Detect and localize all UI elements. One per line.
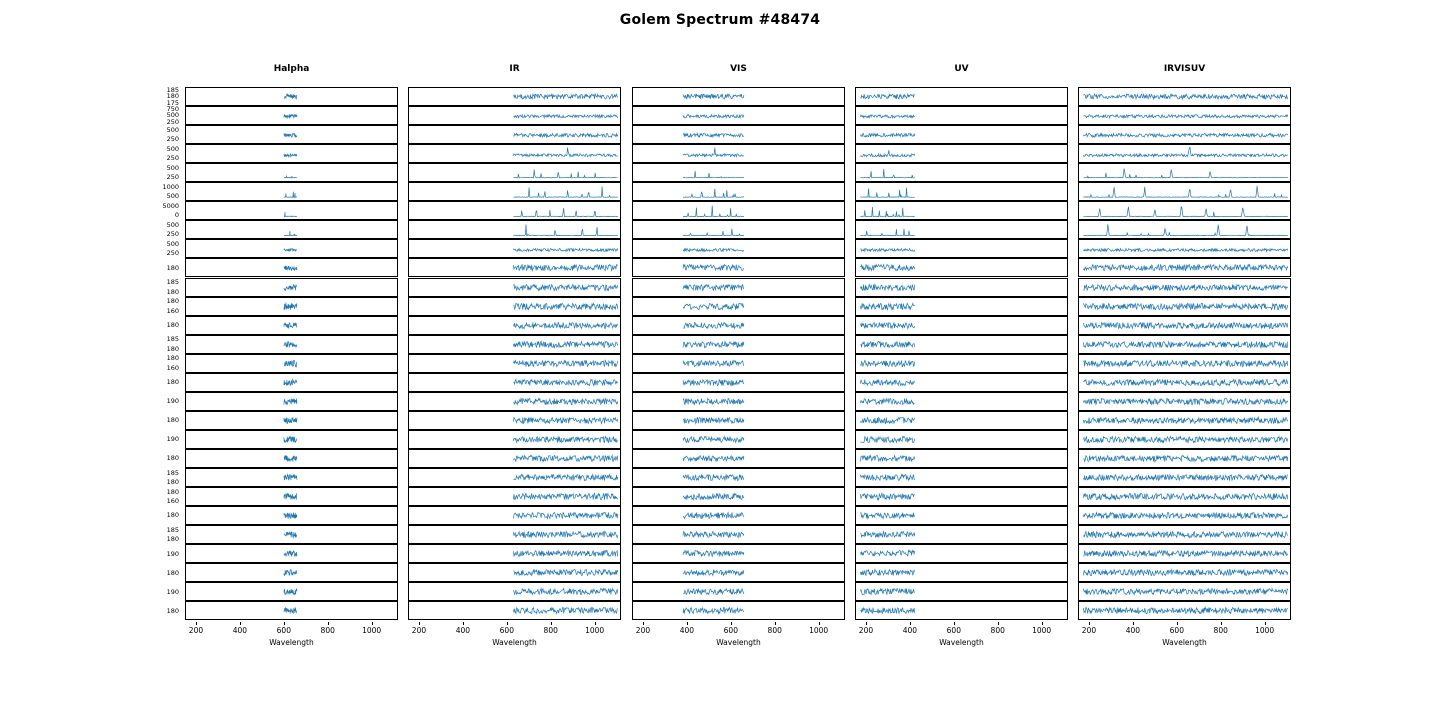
y-tick-label: 250 <box>166 117 179 126</box>
spectrum-panel[interactable] <box>855 544 1068 563</box>
axes-stack <box>185 87 398 620</box>
spectrum-panel[interactable] <box>632 239 845 258</box>
spectrum-panel[interactable] <box>185 125 398 144</box>
spectrum-panel[interactable] <box>185 544 398 563</box>
x-tick-label: 400 <box>679 626 695 636</box>
spectrum-panel[interactable] <box>1078 373 1291 392</box>
spectrum-panel[interactable] <box>408 411 621 430</box>
x-tick-mark <box>595 622 596 625</box>
x-tick-mark <box>1177 622 1178 625</box>
spectrum-panel[interactable] <box>855 468 1068 487</box>
column-title: IR <box>509 64 520 74</box>
x-tick-label: 400 <box>455 626 471 636</box>
y-tick-label: 190 <box>166 435 179 444</box>
y-tick-label: 1000 <box>162 182 179 191</box>
spectrum-panel[interactable] <box>408 163 621 182</box>
spectrum-panel[interactable] <box>408 373 621 392</box>
y-tick-label: 185 <box>166 335 179 344</box>
y-tick-label: 160 <box>166 497 179 506</box>
spectrum-panel[interactable] <box>632 278 845 297</box>
spectrum-panel[interactable] <box>1078 392 1291 411</box>
x-tick-label: 200 <box>1081 626 1097 636</box>
spectrum-panel[interactable] <box>185 487 398 506</box>
y-tick-label: 500 <box>166 239 179 248</box>
spectrum-panel[interactable] <box>855 278 1068 297</box>
spectrum-panel[interactable] <box>632 335 845 354</box>
x-tick-mark <box>731 622 732 625</box>
spectrum-panel[interactable] <box>185 258 398 277</box>
spectrum-panel[interactable] <box>408 582 621 601</box>
spectrum-panel[interactable] <box>1078 316 1291 335</box>
spectrum-panel[interactable] <box>408 278 621 297</box>
spectrum-panel[interactable] <box>632 563 845 582</box>
spectrum-panel[interactable] <box>185 297 398 316</box>
x-tick-label: 600 <box>723 626 738 636</box>
spectrum-panel[interactable] <box>185 525 398 544</box>
spectrum-panel[interactable] <box>855 354 1068 373</box>
spectrum-panel[interactable] <box>632 449 845 468</box>
spectrum-panel[interactable] <box>1078 449 1291 468</box>
y-tick-label: 750 <box>166 105 179 114</box>
spectrum-panel[interactable] <box>855 163 1068 182</box>
spectrum-panel[interactable] <box>185 220 398 239</box>
spectrum-panel[interactable] <box>632 601 845 620</box>
y-tick-label: 190 <box>166 587 179 596</box>
spectrum-panel[interactable] <box>855 582 1068 601</box>
spectrum-panel[interactable] <box>632 316 845 335</box>
spectrum-panel[interactable] <box>408 201 621 220</box>
x-tick-mark <box>1221 622 1222 625</box>
spectrum-column-vis <box>632 64 845 657</box>
spectrum-panel[interactable] <box>1078 506 1291 525</box>
spectrum-panel[interactable] <box>1078 220 1291 239</box>
y-tick-label: 180 <box>166 416 179 425</box>
spectrum-panel[interactable] <box>408 182 621 201</box>
spectrum-panel[interactable] <box>632 106 845 125</box>
y-tick-label: 250 <box>166 173 179 182</box>
spectrum-panel[interactable] <box>185 354 398 373</box>
x-axis-label: Wavelength <box>269 638 314 648</box>
spectrum-panel[interactable] <box>855 525 1068 544</box>
spectrum-panel[interactable] <box>632 373 845 392</box>
spectrum-panel[interactable] <box>185 201 398 220</box>
x-tick-mark <box>419 622 420 625</box>
y-tick-label: 180 <box>166 287 179 296</box>
spectrum-panel[interactable] <box>408 525 621 544</box>
y-tick-label: 180 <box>166 320 179 329</box>
y-tick-label: 180 <box>166 344 179 353</box>
spectrum-panel[interactable] <box>855 335 1068 354</box>
x-tick-mark <box>1042 622 1043 625</box>
x-tick-mark <box>1133 622 1134 625</box>
x-tick-label: 600 <box>276 626 291 636</box>
x-tick-label: 400 <box>232 626 248 636</box>
y-tick-label: 180 <box>166 606 179 615</box>
spectrum-panel[interactable] <box>185 506 398 525</box>
x-tick-label: 200 <box>411 626 427 636</box>
x-tick-mark <box>284 622 285 625</box>
spectrum-panel[interactable] <box>632 487 845 506</box>
spectrum-panel[interactable] <box>408 544 621 563</box>
spectrum-panel[interactable] <box>185 316 398 335</box>
spectrum-panel[interactable] <box>632 544 845 563</box>
spectrum-panel[interactable] <box>855 201 1068 220</box>
x-tick-mark <box>1265 622 1266 625</box>
spectrum-panel[interactable] <box>1078 182 1291 201</box>
column-title: UV <box>954 64 969 74</box>
spectrum-panel[interactable] <box>632 163 845 182</box>
spectrum-panel[interactable] <box>855 487 1068 506</box>
spectrum-panel[interactable] <box>1078 106 1291 125</box>
spectrum-panel[interactable] <box>1078 430 1291 449</box>
spectrum-panel[interactable] <box>632 258 845 277</box>
y-tick-label: 500 <box>166 220 179 229</box>
x-tick-mark <box>328 622 329 625</box>
page-title: Golem Spectrum #48474 <box>619 12 821 28</box>
x-tick-label: 1000 <box>585 626 605 636</box>
spectrum-panel[interactable] <box>1078 544 1291 563</box>
x-tick-mark <box>1089 622 1090 625</box>
spectrum-panel[interactable] <box>855 506 1068 525</box>
spectrum-panel[interactable] <box>408 354 621 373</box>
spectrum-panel[interactable] <box>408 468 621 487</box>
y-tick-label: 185 <box>166 278 179 287</box>
spectrum-panel[interactable] <box>1078 354 1291 373</box>
spectrum-panel[interactable] <box>855 87 1068 106</box>
spectrum-panel[interactable] <box>855 392 1068 411</box>
x-tick-mark <box>372 622 373 625</box>
spectrum-panel[interactable] <box>1078 87 1291 106</box>
x-axis-label: Wavelength <box>716 638 761 648</box>
y-tick-label: 190 <box>166 549 179 558</box>
x-tick-label: 800 <box>767 626 782 636</box>
spectrum-panel[interactable] <box>1078 278 1291 297</box>
spectrum-panel[interactable] <box>1078 563 1291 582</box>
y-tick-label: 180 <box>166 354 179 363</box>
spectrum-panel[interactable] <box>632 392 845 411</box>
axes-stack <box>855 87 1068 620</box>
spectrum-panel[interactable] <box>1078 144 1291 163</box>
x-axis-label: Wavelength <box>492 638 537 648</box>
spectrum-panel[interactable] <box>1078 335 1291 354</box>
y-tick-label: 500 <box>166 192 179 201</box>
spectrum-panel[interactable] <box>1078 125 1291 144</box>
spectrum-panel[interactable] <box>1078 201 1291 220</box>
spectrum-panel[interactable] <box>185 278 398 297</box>
x-tick-label: 1000 <box>1255 626 1275 636</box>
spectrum-panel[interactable] <box>855 220 1068 239</box>
spectrum-panel[interactable] <box>855 125 1068 144</box>
x-tick-mark <box>954 622 955 625</box>
y-tick-label: 0 <box>174 211 179 220</box>
spectrum-panel[interactable] <box>855 258 1068 277</box>
column-title: IRVISUV <box>1163 64 1206 74</box>
spectrum-panel[interactable] <box>185 582 398 601</box>
y-tick-label: 190 <box>166 397 179 406</box>
spectrum-panel[interactable] <box>855 182 1068 201</box>
spectrum-panel[interactable] <box>855 411 1068 430</box>
spectrum-panel[interactable] <box>408 506 621 525</box>
spectrum-panel[interactable] <box>1078 239 1291 258</box>
x-tick-label: 400 <box>1125 626 1141 636</box>
spectrum-panel[interactable] <box>185 239 398 258</box>
y-tick-label: 180 <box>166 478 179 487</box>
spectrum-panel[interactable] <box>1078 163 1291 182</box>
y-tick-label: 250 <box>166 154 179 163</box>
spectrum-panel[interactable] <box>1078 601 1291 620</box>
x-tick-mark <box>998 622 999 625</box>
y-tick-label: 180 <box>166 535 179 544</box>
x-tick-label: 800 <box>543 626 558 636</box>
x-tick-mark <box>463 622 464 625</box>
x-tick-label: 1000 <box>362 626 382 636</box>
y-tick-label: 5000 <box>162 201 179 210</box>
spectrum-panel[interactable] <box>632 201 845 220</box>
x-tick-label: 600 <box>946 626 961 636</box>
spectrum-panel[interactable] <box>1078 487 1291 506</box>
x-tick-label: 400 <box>902 626 918 636</box>
x-axis-label: Wavelength <box>939 638 984 648</box>
spectrum-panel[interactable] <box>1078 582 1291 601</box>
spectrum-panel[interactable] <box>185 182 398 201</box>
y-tick-label: 180 <box>166 511 179 520</box>
spectrum-panel[interactable] <box>185 373 398 392</box>
spectrum-column-ir <box>408 64 621 657</box>
y-tick-label: 185 <box>166 468 179 477</box>
y-tick-label: 250 <box>166 135 179 144</box>
x-tick-mark <box>507 622 508 625</box>
y-tick-label: 160 <box>166 363 179 372</box>
spectrum-panel[interactable] <box>632 354 845 373</box>
spectrum-panel[interactable] <box>408 449 621 468</box>
y-tick-label: 500 <box>166 111 179 120</box>
spectrum-panel[interactable] <box>408 601 621 620</box>
spectrum-panel[interactable] <box>632 125 845 144</box>
spectrum-panel[interactable] <box>632 411 845 430</box>
spectrum-panel[interactable] <box>185 87 398 106</box>
y-tick-label: 160 <box>166 306 179 315</box>
spectrum-panel[interactable] <box>632 182 845 201</box>
spectrum-panel[interactable] <box>632 525 845 544</box>
spectrum-panel[interactable] <box>632 297 845 316</box>
spectrum-panel[interactable] <box>855 297 1068 316</box>
spectrum-panel[interactable] <box>855 449 1068 468</box>
spectrum-panel[interactable] <box>632 144 845 163</box>
spectrum-panel[interactable] <box>1078 258 1291 277</box>
spectrum-panel[interactable] <box>855 373 1068 392</box>
spectrum-panel[interactable] <box>632 468 845 487</box>
y-tick-label: 500 <box>166 144 179 153</box>
spectrum-panel[interactable] <box>185 163 398 182</box>
spectrum-panel[interactable] <box>185 449 398 468</box>
spectrum-panel[interactable] <box>408 430 621 449</box>
spectrum-panel[interactable] <box>855 563 1068 582</box>
spectrum-panel[interactable] <box>632 220 845 239</box>
y-tick-label: 180 <box>166 378 179 387</box>
spectrum-panel[interactable] <box>408 144 621 163</box>
spectrum-column-uv <box>855 64 1068 657</box>
spectrum-panel[interactable] <box>185 144 398 163</box>
x-tick-label: 1000 <box>809 626 829 636</box>
y-tick-label: 180 <box>166 454 179 463</box>
y-tick-label: 250 <box>166 249 179 258</box>
axes-stack <box>1078 87 1291 620</box>
spectrum-panel[interactable] <box>408 87 621 106</box>
spectrum-panel[interactable] <box>855 239 1068 258</box>
axes-stack <box>632 87 845 620</box>
spectrum-panel[interactable] <box>855 144 1068 163</box>
y-tick-label: 180 <box>166 487 179 496</box>
spectrum-panel[interactable] <box>855 106 1068 125</box>
x-tick-label: 600 <box>1169 626 1184 636</box>
spectrum-panel[interactable] <box>185 563 398 582</box>
spectrum-panel[interactable] <box>408 258 621 277</box>
spectrum-panel[interactable] <box>408 125 621 144</box>
y-axis-ticks <box>143 87 183 620</box>
y-tick-label: 250 <box>166 230 179 239</box>
x-tick-label: 1000 <box>1032 626 1052 636</box>
x-tick-mark <box>643 622 644 625</box>
spectrum-panel[interactable] <box>1078 468 1291 487</box>
spectrum-panel[interactable] <box>408 220 621 239</box>
spectrum-panel[interactable] <box>185 430 398 449</box>
x-tick-label: 800 <box>990 626 1005 636</box>
spectrum-panel[interactable] <box>855 430 1068 449</box>
spectrum-panel[interactable] <box>855 601 1068 620</box>
axes-stack <box>408 87 621 620</box>
spectrum-panel[interactable] <box>185 335 398 354</box>
column-title: VIS <box>730 64 747 74</box>
y-tick-label: 180 <box>166 92 179 101</box>
y-tick-label: 500 <box>166 163 179 172</box>
x-tick-mark <box>866 622 867 625</box>
spectrum-panel[interactable] <box>632 430 845 449</box>
spectrum-column-irvisuv <box>1078 64 1291 657</box>
spectrum-column-halpha <box>185 64 398 657</box>
y-tick-label: 180 <box>166 297 179 306</box>
spectrum-panel[interactable] <box>1078 411 1291 430</box>
spectrum-panel[interactable] <box>185 106 398 125</box>
spectrum-panel[interactable] <box>632 506 845 525</box>
x-tick-mark <box>910 622 911 625</box>
x-tick-label: 200 <box>188 626 204 636</box>
y-tick-label: 185 <box>166 525 179 534</box>
spectrum-panel[interactable] <box>185 468 398 487</box>
spectrum-panel[interactable] <box>1078 297 1291 316</box>
spectrum-panel[interactable] <box>1078 525 1291 544</box>
spectrum-panel[interactable] <box>408 297 621 316</box>
y-tick-label: 180 <box>166 568 179 577</box>
spectrum-panel[interactable] <box>408 239 621 258</box>
spectrum-panel[interactable] <box>185 411 398 430</box>
spectrum-panel[interactable] <box>855 316 1068 335</box>
x-tick-mark <box>240 622 241 625</box>
spectrum-panel[interactable] <box>408 487 621 506</box>
y-tick-label: 180 <box>166 263 179 272</box>
spectrum-panel[interactable] <box>632 582 845 601</box>
x-tick-label: 200 <box>635 626 651 636</box>
x-tick-mark <box>196 622 197 625</box>
x-axis-label: Wavelength <box>1162 638 1207 648</box>
column-title: Halpha <box>273 64 310 74</box>
spectrum-panel[interactable] <box>632 87 845 106</box>
x-tick-label: 800 <box>320 626 335 636</box>
y-tick-label: 500 <box>166 125 179 134</box>
x-tick-mark <box>775 622 776 625</box>
y-tick-label: 175 <box>166 98 179 107</box>
y-tick-label: 185 <box>166 85 179 94</box>
spectrum-panel[interactable] <box>185 601 398 620</box>
spectrum-panel[interactable] <box>408 106 621 125</box>
spectrum-panel[interactable] <box>408 563 621 582</box>
x-tick-mark <box>819 622 820 625</box>
spectrum-panel[interactable] <box>408 316 621 335</box>
spectrum-panel[interactable] <box>185 392 398 411</box>
spectrum-panel[interactable] <box>408 335 621 354</box>
x-tick-label: 600 <box>499 626 514 636</box>
x-tick-mark <box>551 622 552 625</box>
x-tick-label: 800 <box>1213 626 1228 636</box>
x-tick-mark <box>687 622 688 625</box>
spectrum-panel[interactable] <box>408 392 621 411</box>
x-tick-label: 200 <box>858 626 874 636</box>
